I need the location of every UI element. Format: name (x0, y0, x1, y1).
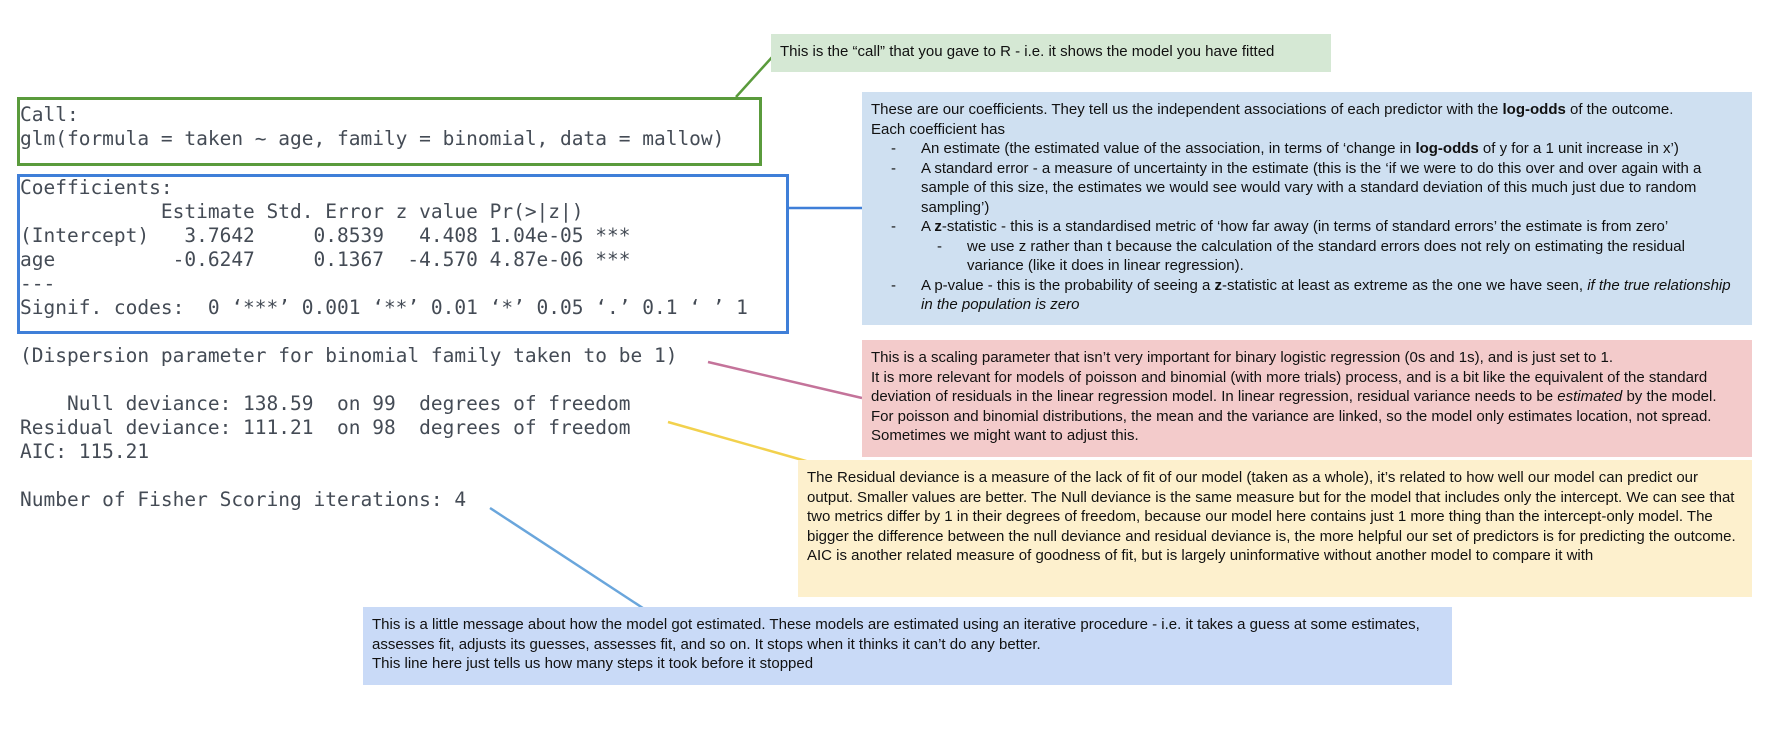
signif-codes: Signif. codes: 0 ‘***’ 0.001 ‘**’ 0.01 ‘*’ 0.05 ‘.’ 0.1 ‘ ’ 1 (20, 296, 748, 319)
coef-bullet-list (871, 139, 1743, 315)
deviance-note-para1: The Residual deviance is a measure of the lack of fit of our model (taken as a whole), it’s related to how well our model can predict our output. Smaller values are better. The Null deviance is the same measure but for the model that includes only the intercept. We can see that two metrics differ by 1 in their degrees of freedom, because our model here contains just 1 more thing than the intercept-only model. The bigger the difference between the null deviance and residual deviance is, the more helpful our set of predictors is for predicting the outcome. (807, 469, 1736, 545)
aic-line: AIC: 115.21 (20, 440, 150, 463)
coefficients-annotation (862, 92, 1752, 325)
deviance-note-para2: AIC is another related measure of goodness of fit, but is largely uninformative without another model to compare it with (807, 547, 1594, 564)
fisher-iterations-line: Number of Fisher Scoring iterations: 4 (20, 488, 467, 511)
coef-bullet-p-value: - A p-value - this is the probability of seeing a z-statistic at least as extreme as the one we have seen, if the true relationship in the population is zero (871, 276, 1743, 315)
coefficients-column-headers: Estimate Std. Error z value Pr(>|z|) (20, 200, 631, 223)
deviance-annotation (798, 460, 1752, 597)
coef-subbullet-z-vs-t: - we use z rather than t because the calculation of the standard errors does not rely on estimating the residual variance (like it does in linear regression). (871, 237, 1743, 276)
call-annotation-text: This is the “call” that you gave to R - i.e. it shows the model you have fitted (780, 43, 1275, 60)
coef-intro-line2: Each coefficient has (871, 120, 1005, 138)
dispersion-connector (708, 362, 862, 398)
deviance-connector (668, 422, 820, 465)
coefficients-header: Coefficients: (20, 176, 173, 199)
coefficient-row-intercept: (Intercept) 3.7642 0.8539 4.408 1.04e-05 *** (20, 224, 631, 247)
coefficients-separator: --- (20, 272, 56, 295)
call-annotation (771, 34, 1331, 72)
call-connector (736, 55, 774, 97)
coef-intro: These are our coefficients. They tell us the independent associations of each predictor with the log-odds of the outcome. (871, 101, 1674, 118)
dispersion-annotation (862, 340, 1752, 457)
dispersion-note-para2: It is more relevant for models of poisson and binomial (with more trials) process, and is a bit like the equivalent of the standard deviation of residuals in the linear regression model. In linear regression, residual variance needs to be estimated by the model. For poisson and binomial distributions, the mean and the variance are linked, so the model only estimates location, not spread. Sometimes we might want to adjust this. (871, 368, 1717, 444)
dispersion-note-line1: This is a scaling parameter that isn’t very important for binary logistic regression (0s and 1s), and is just set to 1. (871, 349, 1613, 366)
coef-bullet-std-error: - A standard error - a measure of uncertainty in the estimate (this is the ‘if we were to do this over and over again with a sample of this size, the estimates we would see would vary with a standard deviation of this much just due to random sampling’) (871, 159, 1743, 218)
call-header: Call: (20, 103, 79, 126)
call-formula: glm(formula = taken ~ age, family = binomial, data = mallow) (20, 127, 725, 150)
fisher-note-para1: This is a little message about how the model got estimated. These models are estimated using an iterative procedure - i.e. it takes a guess at some estimates, assesses fit, adjusts its guesses, assesses fit, and so on. It stops when it thinks it can’t do any better. (372, 616, 1420, 653)
coef-bullet-z-statistic: - A z-statistic - this is a standardised metric of ‘how far away (in terms of standard errors’ the estimate is from zero’ (871, 217, 1743, 237)
fisher-annotation (363, 607, 1452, 685)
residual-deviance-line: Residual deviance: 111.21 on 98 degrees of freedom (20, 416, 631, 439)
fisher-note-para2: This line here just tells us how many steps it took before it stopped (372, 655, 814, 672)
dispersion-line: (Dispersion parameter for binomial family taken to be 1) (20, 344, 678, 367)
fisher-connector (490, 508, 655, 616)
null-deviance-line: Null deviance: 138.59 on 99 degrees of freedom (20, 392, 631, 415)
coefficient-row-age: age -0.6247 0.1367 -4.570 4.87e-06 *** (20, 248, 631, 271)
coef-bullet-estimate: - An estimate (the estimated value of the association, in terms of ‘change in log-odds of y for a 1 unit increase in x’) (871, 139, 1743, 159)
